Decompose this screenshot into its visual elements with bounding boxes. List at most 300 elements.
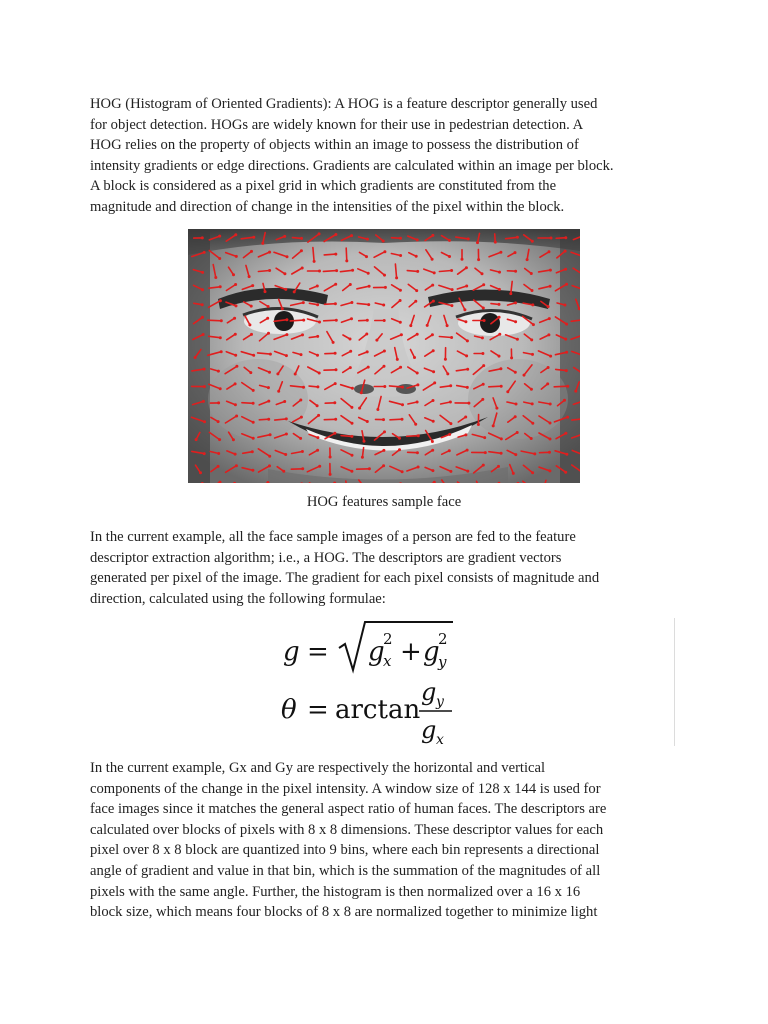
gradient-arrow-head: [201, 316, 204, 319]
gradient-arrow-head: [396, 358, 399, 361]
gradient-arrow-head: [316, 436, 319, 439]
gradient-arrow-head: [368, 285, 371, 288]
gradient-arrow: [242, 403, 253, 404]
gradient-arrow-head: [494, 241, 497, 244]
gradient-arrow-head: [399, 299, 402, 302]
formula-den-g: g: [421, 716, 437, 744]
gradient-arrow-head: [465, 266, 468, 269]
gradient-arrow-head: [284, 288, 287, 291]
gradient-arrow-head: [431, 469, 434, 472]
gradient-arrow-head: [531, 471, 534, 474]
gradient-arrow-head: [433, 381, 436, 384]
gradient-arrow-head: [382, 449, 385, 452]
gradient-arrow: [323, 271, 336, 272]
gradient-arrow-head: [566, 416, 569, 419]
formula-arctan: arctan: [335, 695, 421, 725]
gradient-arrow-head: [498, 355, 501, 358]
gradient-arrow: [407, 271, 417, 272]
gradient-arrow-head: [431, 258, 434, 261]
text-line: In the current example, all the face sample images of a person are fed to the feature: [90, 529, 576, 545]
gradient-arrow-head: [461, 258, 464, 261]
gradient-arrow-head: [492, 424, 495, 427]
gradient-arrow-head: [217, 420, 220, 423]
gradient-arrow-head: [252, 437, 255, 440]
gradient-arrow-head: [414, 300, 417, 303]
gradient-arrow-head: [495, 407, 498, 410]
gradient-arrow-head: [466, 470, 469, 473]
formula-equals-2: =: [307, 695, 329, 725]
gradient-arrow-head: [199, 471, 202, 474]
text-line: HOG relies on the property of objects within an image to possess the distribution of: [90, 137, 579, 154]
gradient-arrow-head: [565, 351, 568, 354]
gradient-arrow-head: [350, 406, 353, 409]
hog-face-image: [188, 229, 580, 483]
gradient-arrow-head: [218, 257, 221, 260]
text-line: block size, which means four blocks of 8 x 8 are normalized together to minimize light: [90, 904, 598, 921]
gradient-arrow-head: [399, 289, 402, 292]
gradient-arrow-head: [203, 368, 206, 371]
gradient-arrow-head: [566, 385, 569, 388]
gradient-arrow-head: [514, 415, 517, 418]
gradient-arrow-head: [316, 354, 319, 357]
gradient-arrow-head: [360, 391, 363, 394]
gradient-arrow-head: [368, 467, 371, 470]
gradient-arrow-head: [302, 301, 305, 304]
text-line: components of the change in the pixel intensity. A window size of 128 x 144 is used for: [90, 780, 601, 797]
gradient-arrow-head: [401, 386, 404, 389]
gradient-arrow-head: [234, 382, 237, 385]
gradient-arrow-head: [335, 368, 338, 371]
gradient-arrow-head: [450, 336, 453, 339]
gradient-arrow-head: [531, 240, 534, 243]
right-pupil: [480, 313, 500, 333]
gradient-arrow-head: [376, 408, 379, 411]
gradient-arrow: [390, 419, 402, 420]
gradient-arrow-head: [300, 416, 303, 419]
gradient-arrow-head: [433, 271, 436, 274]
gradient-arrow: [290, 320, 303, 321]
gradient-arrow-head: [481, 336, 484, 339]
gradient-arrow-head: [334, 253, 337, 256]
gradient-arrow-head: [366, 238, 369, 241]
gradient-arrow-head: [564, 236, 567, 239]
gradient-arrow-head: [498, 333, 501, 336]
descriptor-paragraph: [90, 527, 690, 609]
gradient-arrow-head: [349, 350, 352, 353]
gradient-arrow-head: [363, 440, 366, 443]
gradient-arrow-head: [269, 353, 272, 356]
gradient-arrow-head: [350, 470, 353, 473]
gradient-arrow-head: [514, 371, 517, 374]
formula-theta: θ: [281, 695, 297, 725]
gradient-arrow: [324, 320, 337, 321]
formula-gx-sup: 2: [383, 630, 393, 648]
gradient-arrow-head: [334, 283, 337, 286]
gradient-arrow-head: [384, 286, 387, 289]
gradient-arrow-head: [318, 465, 321, 468]
gradient-arrow-head: [283, 272, 286, 275]
gradient-arrow-head: [482, 383, 485, 386]
gradient-arrow-head: [293, 290, 296, 293]
gradient-arrow-head: [564, 338, 567, 341]
text-line: magnitude and direction of change in the intensities of the pixel within the block.: [90, 198, 565, 215]
gradient-arrow-head: [547, 366, 550, 369]
gradient-arrow-head: [267, 305, 270, 308]
gradient-arrow-head: [416, 401, 419, 404]
gradient-arrow-head: [252, 389, 255, 392]
gradient-arrow-head: [365, 333, 368, 336]
gradient-arrow-head: [267, 400, 270, 403]
gradient-arrow-head: [349, 366, 352, 369]
gradient-arrow-head: [300, 249, 303, 252]
gradient-arrow-head: [548, 451, 551, 454]
formula-equals: =: [307, 637, 329, 667]
gradient-arrow-head: [516, 431, 519, 434]
gradient-arrow-head: [414, 423, 417, 426]
gradient-arrow-head: [317, 414, 320, 417]
gradient-arrow-head: [549, 438, 552, 441]
gradient-arrow-head: [217, 465, 220, 468]
gradient-arrow-head: [268, 371, 271, 374]
gradient-arrow-head: [409, 324, 412, 327]
gradient-arrow-head: [285, 417, 288, 420]
gradient-arrow-head: [277, 390, 280, 393]
text-line: face images since it matches the general aspect ratio of human faces. The descriptors are: [90, 801, 607, 818]
gradient-arrow-head: [316, 449, 319, 452]
gradient-arrow-head: [351, 422, 354, 425]
gradient-arrow-head: [251, 469, 254, 472]
gradient-arrow-head: [261, 242, 264, 245]
gradient-arrow-head: [382, 464, 385, 467]
gradient-arrow-head: [477, 423, 480, 426]
gradient-arrow-head: [448, 239, 451, 242]
gradient-arrow-head: [564, 432, 567, 435]
gradient-arrow-head: [249, 371, 252, 374]
formula-num-sub: y: [436, 694, 444, 710]
gradient-arrow: [208, 320, 222, 321]
gradient-arrow-head: [299, 399, 302, 402]
gradient-arrow-head: [220, 350, 223, 353]
formula-gy-sub: y: [438, 653, 447, 671]
gradient-arrow-head: [318, 270, 321, 273]
gradient-arrow-head: [300, 353, 303, 356]
gradient-arrow-head: [202, 400, 205, 403]
gradient-arrow-head: [220, 319, 223, 322]
gradient-arrow-head: [482, 364, 485, 367]
gradient-arrow-head: [482, 307, 485, 310]
gradient-arrow-head: [446, 324, 449, 327]
gradient-arrow-head: [367, 272, 370, 275]
gradient-arrow-head: [203, 420, 206, 423]
gradient-arrow-head: [533, 452, 536, 455]
gradient-arrow-head: [574, 390, 577, 393]
gradient-arrow: [439, 337, 451, 338]
gradient-arrow-head: [316, 303, 319, 306]
gradient-arrow-head: [201, 271, 204, 274]
gradient-arrow-head: [531, 303, 534, 306]
gradient-arrow-head: [299, 437, 302, 440]
gradient-arrow-head: [219, 299, 222, 302]
gradient-arrow-head: [195, 438, 198, 441]
gradient-arrow-head: [358, 407, 361, 410]
text-line: intensity gradients or edge directions. Gradients are calculated within an image per block.: [90, 157, 614, 174]
gradient-arrow-head: [266, 317, 269, 320]
hog-face-illustration: [188, 229, 580, 483]
gradient-arrow-head: [350, 435, 353, 438]
gradient-arrow-head: [565, 283, 568, 286]
text-line: angle of gradient and value in that bin, which is the summation of the magnitudes of all: [90, 862, 601, 879]
figure-caption: HOG features sample face: [306, 494, 462, 510]
gradient-arrow-head: [416, 333, 419, 336]
gradient-arrow-head: [382, 418, 385, 421]
gradient-arrow-head: [268, 269, 271, 272]
gradient-arrow-head: [252, 402, 255, 405]
gradient-arrow-head: [250, 250, 253, 253]
gradient-arrow-head: [530, 388, 533, 391]
gradient-arrow-head: [335, 269, 338, 272]
gradient-arrow-head: [201, 236, 204, 239]
gradient-arrow-head: [514, 251, 517, 254]
gradient-arrow-head: [286, 255, 289, 258]
gradient-arrow-head: [302, 386, 305, 389]
gradient-arrow-head: [432, 300, 435, 303]
gradient-arrow-head: [401, 403, 404, 406]
gradient-arrow-head: [399, 366, 402, 369]
gradient-arrow-head: [446, 372, 449, 375]
gradient-arrow-head: [235, 415, 238, 418]
gradient-arrow-head: [203, 385, 206, 388]
gradient-arrow-head: [426, 324, 429, 327]
gradient-arrow-head: [383, 365, 386, 368]
gradient-arrow: [341, 436, 352, 437]
gradient-arrow-head: [285, 318, 288, 321]
gradient-arrow-head: [548, 469, 551, 472]
gradient-arrow-head: [431, 449, 434, 452]
gradient-arrow-head: [283, 235, 286, 238]
gradient-arrow-head: [335, 319, 338, 322]
gradient-arrow-head: [235, 304, 238, 307]
gradient-arrow-head: [398, 448, 401, 451]
gradient-arrow-head: [467, 402, 470, 405]
gradient-arrow-head: [383, 350, 386, 353]
gradient-arrow: [258, 271, 269, 272]
gradient-arrow-head: [498, 316, 501, 319]
gradient-arrow-head: [432, 370, 435, 373]
gradient-arrow-head: [301, 450, 304, 453]
gradient-arrow-head: [332, 341, 335, 344]
gradient-arrow: [324, 254, 336, 255]
gradient-arrow-head: [214, 276, 217, 279]
gradient-arrow-head: [345, 259, 348, 262]
gradient-arrow-head: [269, 433, 272, 436]
gradient-arrow-head: [217, 401, 220, 404]
gradient-arrow-head: [366, 350, 369, 353]
gradient-arrow-head: [451, 288, 454, 291]
gradient-arrow: [439, 271, 451, 272]
gradient-arrow-head: [267, 386, 270, 389]
gradient-arrow-head: [564, 471, 567, 474]
gradient-arrow-head: [548, 317, 551, 320]
gradient-arrow-head: [500, 437, 503, 440]
gradient-arrow-head: [399, 321, 402, 324]
gradient-formula: [255, 614, 675, 749]
gradient-arrow-head: [349, 283, 352, 286]
gradient-arrow-head: [375, 339, 378, 342]
gradient-arrow-head: [416, 270, 419, 273]
gradient-arrow-head: [432, 349, 435, 352]
gradient-arrow-head: [531, 353, 534, 356]
gradient-arrow-head: [201, 303, 204, 306]
gradient-arrow-head: [251, 284, 254, 287]
gradient-arrow-head: [449, 401, 452, 404]
text-line: for object detection. HOGs are widely known for their use in pedestrian detection. A: [90, 116, 584, 133]
text-line: pixels with the same angle. Further, the histogram is then normalized over a 16 x 16: [90, 883, 581, 900]
gradient-arrow-head: [498, 271, 501, 274]
gradient-arrow-head: [515, 403, 518, 406]
gradient-arrow-head: [318, 232, 321, 235]
text-line: In the current example, Gx and Gy are respectively the horizontal and vertical: [90, 760, 546, 776]
gradient-arrow: [554, 386, 568, 387]
left-cheek: [208, 359, 308, 439]
gradient-arrow-head: [383, 385, 386, 388]
left-shadow: [188, 229, 210, 483]
gradient-arrow-head: [531, 289, 534, 292]
gradient-arrow-head: [514, 270, 517, 273]
gradient-arrow: [346, 248, 347, 261]
gradient-arrow-head: [235, 464, 238, 467]
gradient-arrow-head: [415, 289, 418, 292]
formula-g: g: [283, 637, 300, 667]
gradient-arrow-head: [252, 236, 255, 239]
gradient-arrow-head: [565, 323, 568, 326]
gradient-arrow-head: [268, 455, 271, 458]
gradient-arrow-head: [219, 285, 222, 288]
gradient-arrow-head: [416, 383, 419, 386]
gradient-arrow-head: [512, 472, 515, 475]
gradient-arrow-head: [467, 237, 470, 240]
gradient-arrow-head: [302, 319, 305, 322]
gradient-arrow-head: [516, 236, 519, 239]
gradient-arrow-head: [383, 430, 386, 433]
gradient-arrow-head: [219, 336, 222, 339]
gradient-arrow-head: [482, 464, 485, 467]
gradient-arrow-head: [497, 465, 500, 468]
gradient-arrow-head: [530, 437, 533, 440]
gradient-arrow-head: [334, 352, 337, 355]
gradient-arrow-head: [431, 284, 434, 287]
gradient-arrow: [489, 386, 501, 387]
gradient-arrow-head: [444, 358, 447, 361]
gradient-arrow-head: [449, 470, 452, 473]
gradient-arrow-head: [498, 288, 501, 291]
gradient-arrow-head: [232, 273, 235, 276]
gradient-arrow-head: [432, 420, 435, 423]
gradient-arrow-head: [252, 354, 255, 357]
gradient-arrow-head: [366, 420, 369, 423]
formula-plus: +: [400, 637, 422, 667]
gradient-arrow-head: [549, 355, 552, 358]
gradient-arrow-head: [301, 333, 304, 336]
right-nostril: [396, 384, 416, 394]
gradient-arrow-head: [316, 385, 319, 388]
gradient-arrow-head: [463, 308, 466, 311]
gradient-arrow-head: [313, 260, 316, 263]
gradient-arrow-head: [251, 450, 254, 453]
gradient-arrow-head: [264, 290, 267, 293]
text-line: generated per pixel of the image. The gradient for each pixel consists of magnitude and: [90, 570, 600, 587]
gradient-arrow-head: [432, 399, 435, 402]
gradient-arrow-head: [465, 285, 468, 288]
gradient-arrow-head: [285, 333, 288, 336]
gradient-arrow-head: [349, 338, 352, 341]
gradient-arrow-head: [283, 400, 286, 403]
gradient-arrow-head: [448, 449, 451, 452]
gradient-arrow-head: [450, 304, 453, 307]
gradient-arrow-head: [276, 372, 279, 375]
gradient-arrow-head: [532, 323, 535, 326]
gradient-arrow-head: [500, 452, 503, 455]
gradient-arrow-head: [233, 317, 236, 320]
gradient-arrow-head: [399, 254, 402, 257]
gradient-arrow-head: [350, 234, 353, 237]
gradient-arrow-head: [235, 365, 238, 368]
gradient-arrow-head: [234, 354, 237, 357]
gradient-arrow-head: [250, 333, 253, 336]
gradient-arrow-head: [549, 269, 552, 272]
gradient-arrow-head: [466, 368, 469, 371]
text-line: calculated over blocks of pixels with 8 x 8 dimensions. These descriptor values for each: [90, 821, 604, 838]
text-line: A block is considered as a pixel grid in which gradients are constituted from the: [90, 178, 557, 195]
gradient-arrow-head: [466, 339, 469, 342]
gradient-arrow-head: [285, 354, 288, 357]
gradient-arrow-head: [268, 464, 271, 467]
gradient-arrow-head: [476, 241, 479, 244]
gradient-arrow-head: [218, 235, 221, 238]
gradient-arrow-head: [514, 453, 517, 456]
window-size-paragraph: [90, 758, 690, 923]
gradient-arrow-head: [361, 456, 364, 459]
gradient-arrow-head: [531, 422, 534, 425]
gradient-arrow-head: [382, 304, 385, 307]
gradient-arrow-head: [268, 251, 271, 254]
gradient-arrow-head: [284, 453, 287, 456]
gradient-arrow-head: [548, 250, 551, 253]
gradient-arrow-head: [465, 354, 468, 357]
gradient-arrow-head: [499, 367, 502, 370]
gradient-arrow-head: [282, 470, 285, 473]
gradient-arrow-head: [549, 403, 552, 406]
gradient-arrow-head: [416, 238, 419, 241]
text-line: descriptor extraction algorithm; i.e., a HOG. The descriptors are gradient vectors: [90, 549, 562, 566]
gradient-arrow-head: [351, 387, 354, 390]
gradient-arrow-head: [464, 416, 467, 419]
intro-paragraph: [90, 94, 690, 218]
gradient-arrow-head: [449, 384, 452, 387]
gradient-arrow-head: [234, 283, 237, 286]
gradient-arrow-head: [248, 323, 251, 326]
gradient-arrow-head: [466, 386, 469, 389]
gradient-arrow-head: [367, 303, 370, 306]
gradient-arrow-head: [565, 369, 568, 372]
gradient-arrow-head: [351, 454, 354, 457]
gradient-arrow-head: [563, 399, 566, 402]
gradient-arrow-head: [415, 255, 418, 258]
gradient-arrow-head: [448, 433, 451, 436]
gradient-arrow-head: [294, 373, 297, 376]
gradient-arrow-head: [510, 356, 513, 359]
gradient-arrow-head: [232, 438, 235, 441]
gradient-arrow-head: [416, 451, 419, 454]
